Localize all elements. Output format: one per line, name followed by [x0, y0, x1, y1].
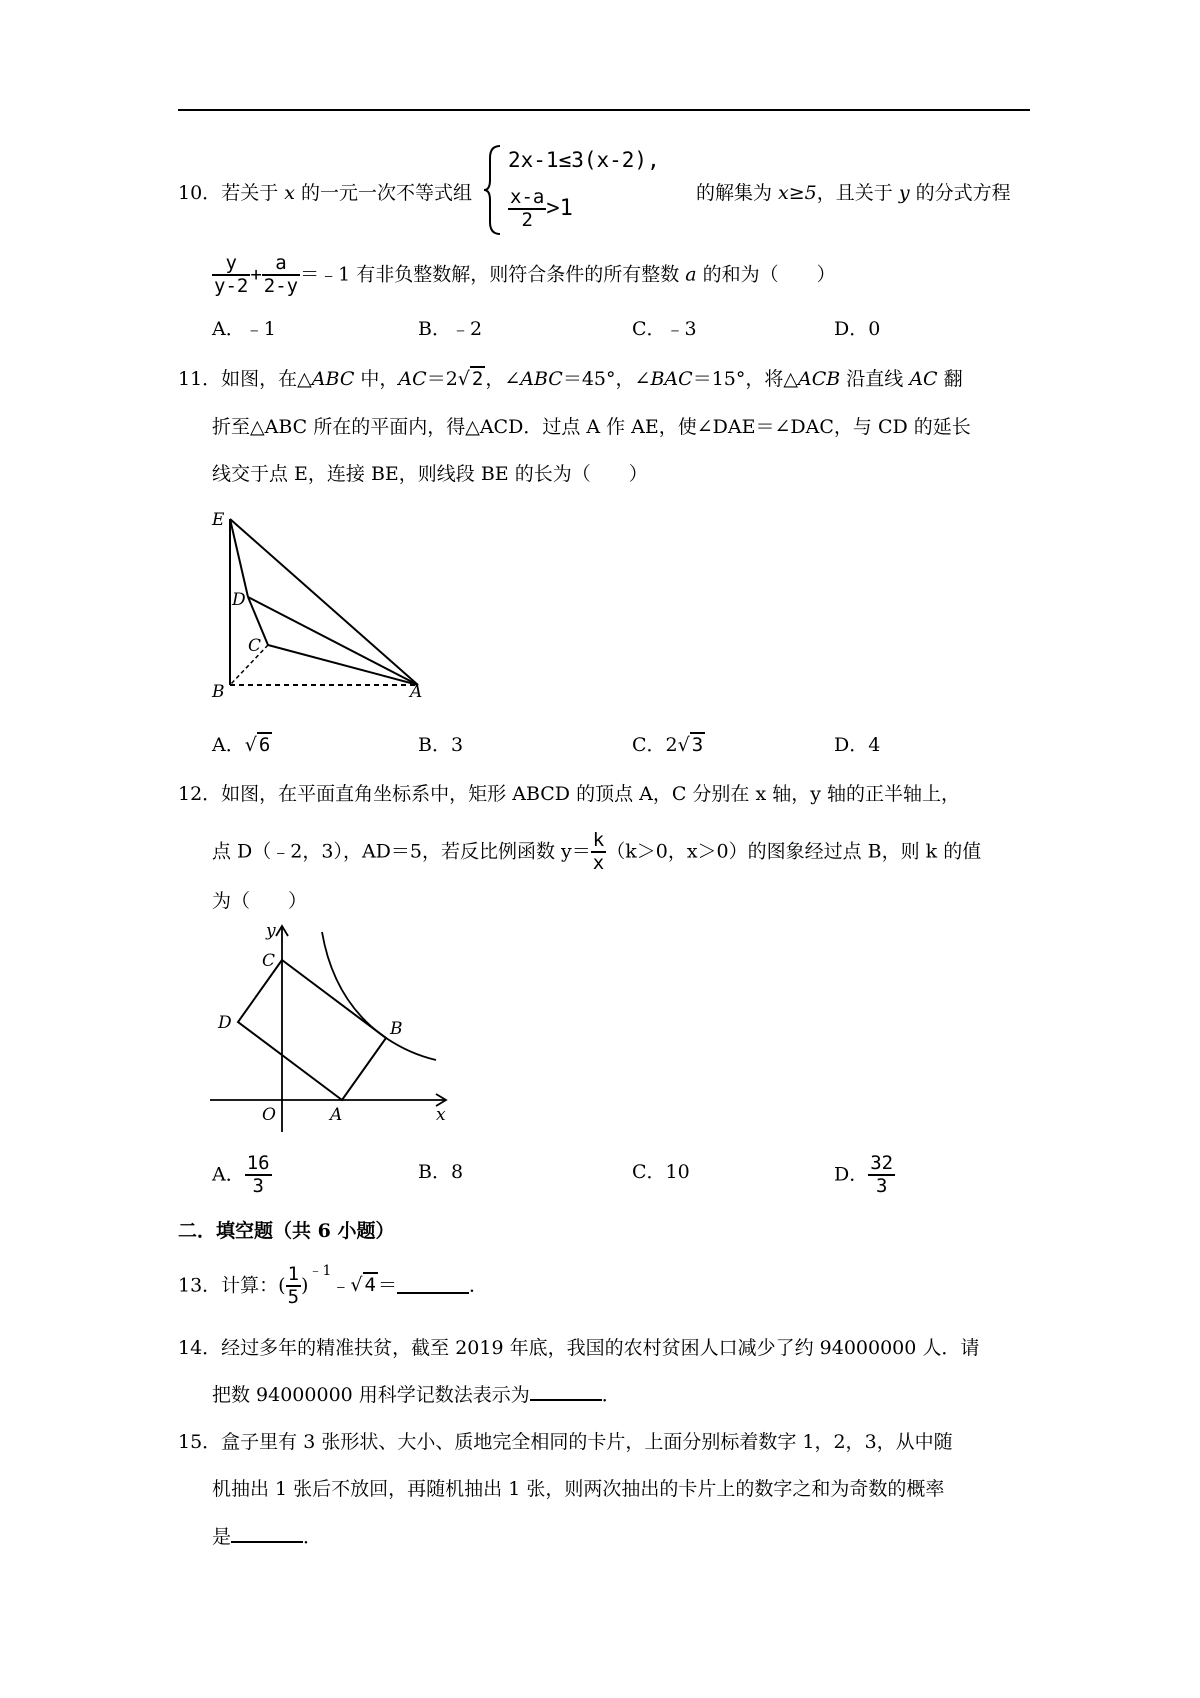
system-line-2: $\frac{x-a}{2}$ >1 [510, 186, 573, 231]
q11-option-d: D．4 [834, 734, 881, 756]
q11-option-a: A．√ 6 [212, 734, 271, 756]
label-y-axis: y [266, 921, 276, 941]
label-a: A [410, 682, 423, 702]
q12-line-1: 12．如图，在平面直角坐标系中，矩形 ABCD 的顶点 A，C 分别在 x 轴，y 轴的正半轴上， [178, 783, 960, 805]
q12-option-c: C．10 [632, 1161, 690, 1183]
q12-line-2: 点 D（﹣2，3），AD＝5，若反比例函数 y＝ $\frac{k}{x}$ （k＞0，x＞0）的图象经过点 B，则 k 的值 [212, 829, 982, 874]
system-line-1: 2x-1≤3(x-2), [508, 148, 660, 172]
q10-option-d: D．0 [834, 318, 881, 340]
label-d: D [218, 1013, 232, 1033]
q15-answer-blank [231, 1527, 303, 1543]
question-13: 13．计算：( $\frac{1}{5}$ )$^{﹣1}$﹣√ 4 ＝ ． [178, 1263, 488, 1308]
header-rule [178, 109, 1030, 111]
label-c: C [248, 636, 262, 656]
label-c: C [262, 951, 276, 971]
q12-option-a: A． $\frac{16}{3}$ [212, 1152, 270, 1197]
q12-line-3: 为（ ） [212, 890, 308, 912]
q15-line-3: 是 ． [212, 1526, 323, 1548]
q14-answer-blank [530, 1385, 602, 1401]
label-a: A [330, 1105, 343, 1125]
q11-option-b: B．3 [418, 734, 464, 756]
q12-option-b: B．8 [418, 1161, 464, 1183]
label-x-axis: x [436, 1105, 446, 1125]
label-d: D [232, 590, 246, 610]
q11-option-c: C．2√ 3 [632, 734, 704, 756]
q10-number: 10． [178, 182, 222, 204]
label-b: B [390, 1019, 403, 1039]
q10-option-b: B．﹣2 [418, 318, 483, 340]
q13-answer-blank [397, 1278, 469, 1294]
q15-line-2: 机抽出 1 张后不放回，再随机抽出 1 张，则两次抽出的卡片上的数字之和为奇数的概率 [212, 1478, 945, 1500]
q10-line-2: $\frac{y}{y-2}$ + $\frac{a}{2-y}$ ＝﹣1 有非负整数解，则符合条件的所有整数 a 的和为（ ） [214, 252, 836, 297]
q15-line-1: 15．盒子里有 3 张形状、大小、质地完全相同的卡片，上面分别标着数字 1，2，3，从中随 [178, 1431, 953, 1453]
q10-option-c: C．﹣3 [632, 318, 697, 340]
q10-option-a: A．﹣1 [212, 318, 276, 340]
q12-option-d: D． $\frac{32}{3}$ [834, 1152, 894, 1197]
system-brace [484, 144, 504, 236]
q14-line-1: 14．经过多年的精准扶贫，截至 2019 年底，我国的农村贫困人口减少了约 94000000 人．请 [178, 1337, 980, 1359]
q14-line-2: 把数 94000000 用科学记数法表示为 ． [212, 1384, 621, 1406]
label-b: B [212, 682, 225, 702]
label-o: O [262, 1105, 276, 1125]
section-2-heading: 二．填空题（共 6 小题） [178, 1220, 395, 1242]
q11-line-2: 折至△ABC 所在的平面内，得△ACD．过点 A 作 AE，使∠DAE＝∠DAC，与 CD 的延长 [212, 416, 971, 438]
q11-line-1: 11．如图，在△ABC 中，AC＝2√ 2 ，∠ABC＝45°，∠BAC＝15°，将△ACB 沿直线 AC 翻 [178, 368, 963, 390]
q12-figure [210, 922, 455, 1134]
q11-figure [200, 505, 440, 705]
label-e: E [212, 510, 225, 530]
q11-line-3: 线交于点 E，连接 BE，则线段 BE 的长为（ ） [212, 463, 648, 485]
